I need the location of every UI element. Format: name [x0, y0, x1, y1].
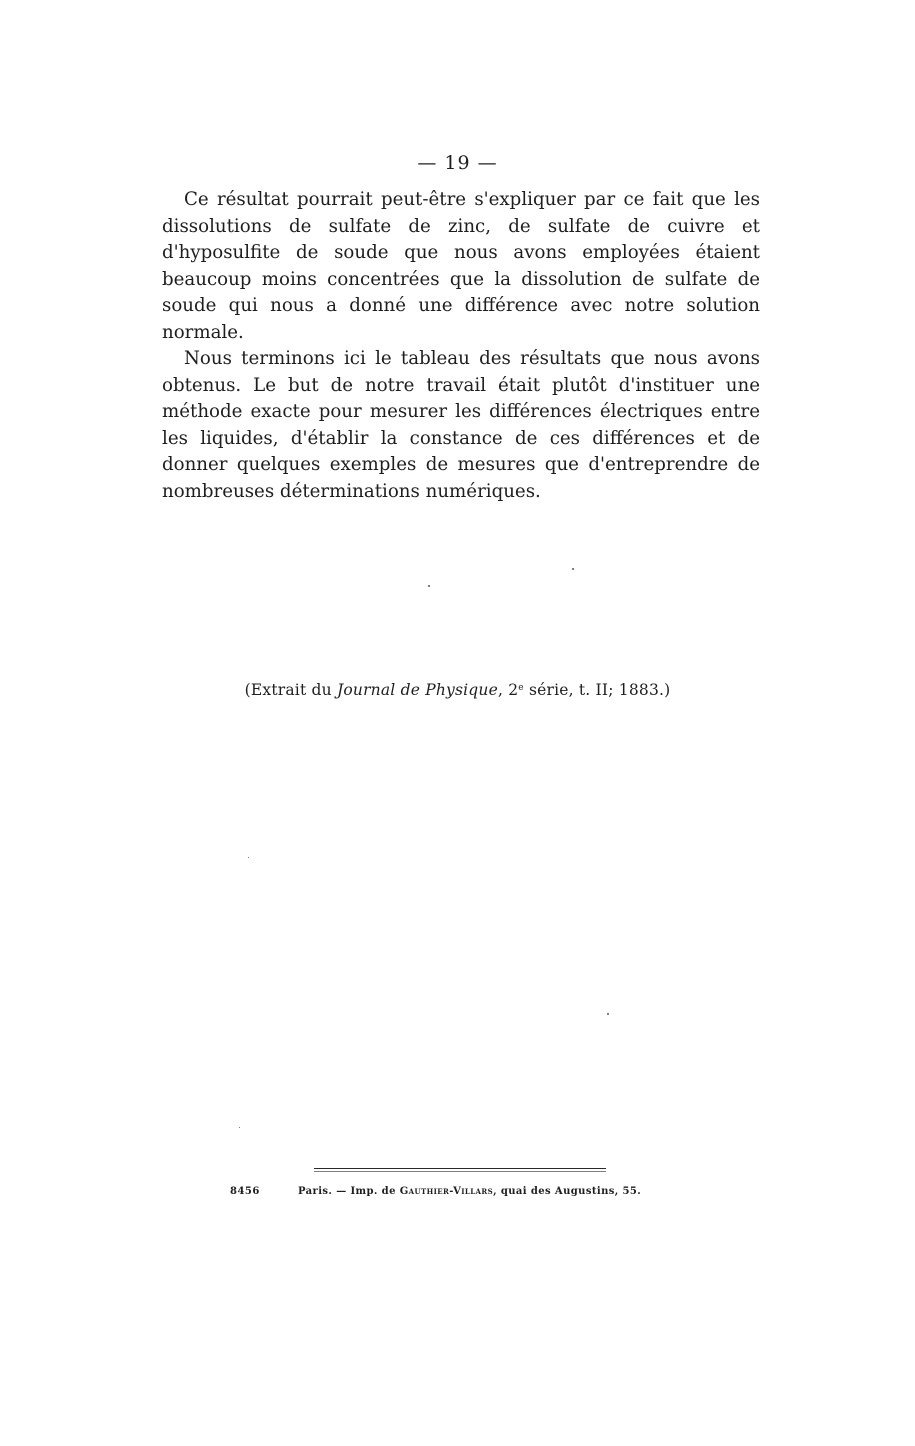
scan-speck [248, 857, 249, 858]
scan-speck [428, 585, 430, 587]
footer-rule [314, 1168, 606, 1169]
printer-imprint [298, 1186, 641, 1197]
printer-name: Gauthier-Villars [399, 1186, 494, 1197]
scan-speck [572, 568, 574, 570]
paragraph-1: Ce résultat pourrait peut-être s'expliquer par ce fait que les dissolutions de sulfate de zinc, de sulfate de cuivre et d'hyposulfite de soude que nous avons employées étaient beaucoup moins concentrées que la dissolution de sulfate de soude qui nous a donné une différence avec notre solution normale. [162, 189, 760, 343]
source-note-rest: série, t. II; 1883.) [523, 681, 671, 699]
body-text [162, 187, 760, 505]
source-note: (Extrait du Journal de Physique, 2e série, t. II; 1883.) [244, 681, 671, 699]
series-suffix: e [518, 683, 524, 693]
page-number: — 19 — [417, 152, 498, 174]
printer-code: 8456 [230, 1186, 260, 1197]
journal-title: Journal de Physique [336, 681, 498, 699]
scan-speck [239, 1127, 240, 1128]
paragraph-2: Nous terminons ici le tableau des résultats que nous avons obtenus. Le but de notre travail était plutôt d'instituer une méthode exacte pour mesurer les différences électriques entre les liquides, d'établir la constance de ces différences et de donner quelques exemples de mesures que d'entreprendre de nombreuses déterminations numériques. [162, 348, 760, 502]
imprint-prefix: Paris. — Imp. de [298, 1186, 400, 1197]
scan-speck [607, 1013, 609, 1015]
source-note-prefix: (Extrait du [244, 681, 337, 699]
imprint-suffix: , quai des Augustins, 55. [493, 1186, 642, 1197]
footer-rule-secondary [314, 1171, 606, 1172]
series-number: 2 [508, 681, 519, 699]
